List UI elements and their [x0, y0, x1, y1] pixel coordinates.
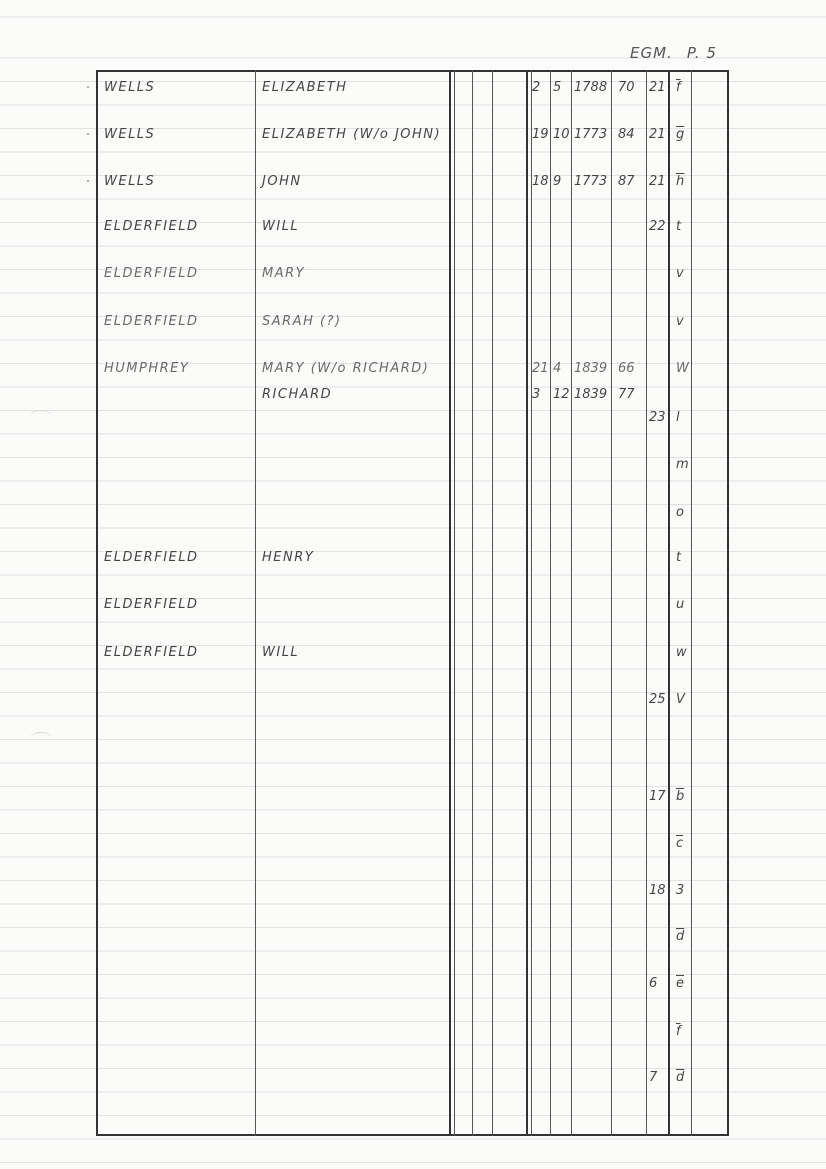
entry-month: 4 — [553, 361, 562, 376]
entry-day: 18 — [532, 174, 549, 189]
entry-letter: t — [676, 219, 682, 234]
column-rule — [449, 70, 451, 1136]
entry-letter: $\overline{g}$ — [676, 127, 685, 142]
column-rule — [492, 70, 493, 1136]
entry-month: 9 — [553, 174, 562, 189]
entry-surname: ELDERFIELD — [104, 550, 199, 565]
entry-month: 5 — [553, 80, 562, 95]
entry-forename: WILL — [262, 219, 300, 234]
entry-surname: HUMPHREY — [104, 361, 190, 376]
entry-forename: HENRY — [262, 550, 315, 565]
entry-grave: 21 — [649, 174, 666, 189]
entry-day: 3 — [532, 387, 541, 402]
entry-grave: 21 — [649, 127, 666, 142]
entry-grave: 23 — [649, 410, 666, 425]
entry-letter: $\overline{b}$ — [676, 789, 685, 804]
column-rule — [646, 70, 647, 1136]
column-rule — [691, 70, 692, 1136]
entry-year: 1839 — [574, 361, 608, 376]
entry-surname: ELDERFIELD — [104, 314, 199, 329]
entry-surname: ELDERFIELD — [104, 645, 199, 660]
entry-age: 66 — [618, 361, 635, 376]
entry-grave: 22 — [649, 219, 666, 234]
entry-grave: 17 — [649, 789, 666, 804]
entry-day: 19 — [532, 127, 549, 142]
column-rule — [571, 70, 572, 1136]
entry-grave: 25 — [649, 692, 666, 707]
entry-grave: 7 — [649, 1070, 658, 1085]
entry-letter: o — [676, 505, 684, 520]
entry-year: 1773 — [574, 127, 608, 142]
entry-age: 87 — [618, 174, 635, 189]
entry-forename: MARY (W/o RICHARD) — [262, 361, 430, 376]
column-rule — [531, 70, 532, 1136]
page-number: P. 5 — [686, 44, 717, 62]
entry-letter: m — [676, 457, 689, 472]
entry-letter: 3 — [676, 883, 685, 898]
entry-letter: v — [676, 266, 684, 281]
entry-grave: 18 — [649, 883, 666, 898]
entry-day: 21 — [532, 361, 549, 376]
entry-surname: ELDERFIELD — [104, 266, 199, 281]
entry-age: 84 — [618, 127, 635, 142]
margin-dot — [87, 180, 89, 182]
column-rule — [454, 70, 455, 1136]
entry-letter: $\overline{e}$ — [676, 976, 684, 991]
entry-month: 12 — [553, 387, 570, 402]
column-rule — [526, 70, 528, 1136]
margin-dot — [87, 86, 89, 88]
entry-year: 1773 — [574, 174, 608, 189]
entry-year: 1839 — [574, 387, 608, 402]
entry-day: 2 — [532, 80, 541, 95]
entry-surname: ELDERFIELD — [104, 219, 199, 234]
punch-hole-mark — [30, 410, 52, 423]
punch-hole-mark — [30, 732, 52, 745]
entry-letter: $\overline{c}$ — [676, 836, 684, 851]
entry-letter: $\overline{f}$ — [676, 80, 681, 95]
entry-forename: SARAH (?) — [262, 314, 342, 329]
entry-surname: WELLS — [104, 174, 156, 189]
entry-surname: ELDERFIELD — [104, 597, 199, 612]
entry-letter: l — [676, 410, 680, 425]
entry-surname: WELLS — [104, 80, 156, 95]
entry-letter: $\overline{d}$ — [676, 929, 685, 944]
entry-forename: WILL — [262, 645, 300, 660]
entry-surname: WELLS — [104, 127, 156, 142]
entry-letter: u — [676, 597, 685, 612]
entry-letter: $\overline{f}$ — [676, 1024, 681, 1039]
column-rule — [255, 70, 256, 1136]
entry-grave: 21 — [649, 80, 666, 95]
entry-letter: t — [676, 550, 682, 565]
column-rule — [611, 70, 612, 1136]
ref-code: EGM. — [630, 44, 673, 62]
entry-forename: MARY — [262, 266, 306, 281]
entry-age: 77 — [618, 387, 635, 402]
entry-letter: w — [676, 645, 687, 660]
entry-letter: v — [676, 314, 684, 329]
entry-forename: RICHARD — [262, 387, 333, 402]
entry-letter: $\overline{h}$ — [676, 174, 685, 189]
entry-age: 70 — [618, 80, 635, 95]
entry-letter: $\overline{d}$ — [676, 1070, 685, 1085]
column-rule — [668, 70, 670, 1136]
margin-dot — [87, 133, 89, 135]
entry-letter: V — [676, 692, 685, 707]
entry-year: 1788 — [574, 80, 608, 95]
entry-month: 10 — [553, 127, 570, 142]
column-rule — [550, 70, 551, 1136]
entry-forename: ELIZABETH — [262, 80, 348, 95]
entry-grave: 6 — [649, 976, 658, 991]
column-rule — [472, 70, 473, 1136]
entry-forename: JOHN — [262, 174, 302, 189]
entry-letter: W — [676, 361, 689, 376]
entry-forename: ELIZABETH (W/o JOHN) — [262, 127, 442, 142]
page-reference — [630, 44, 717, 62]
